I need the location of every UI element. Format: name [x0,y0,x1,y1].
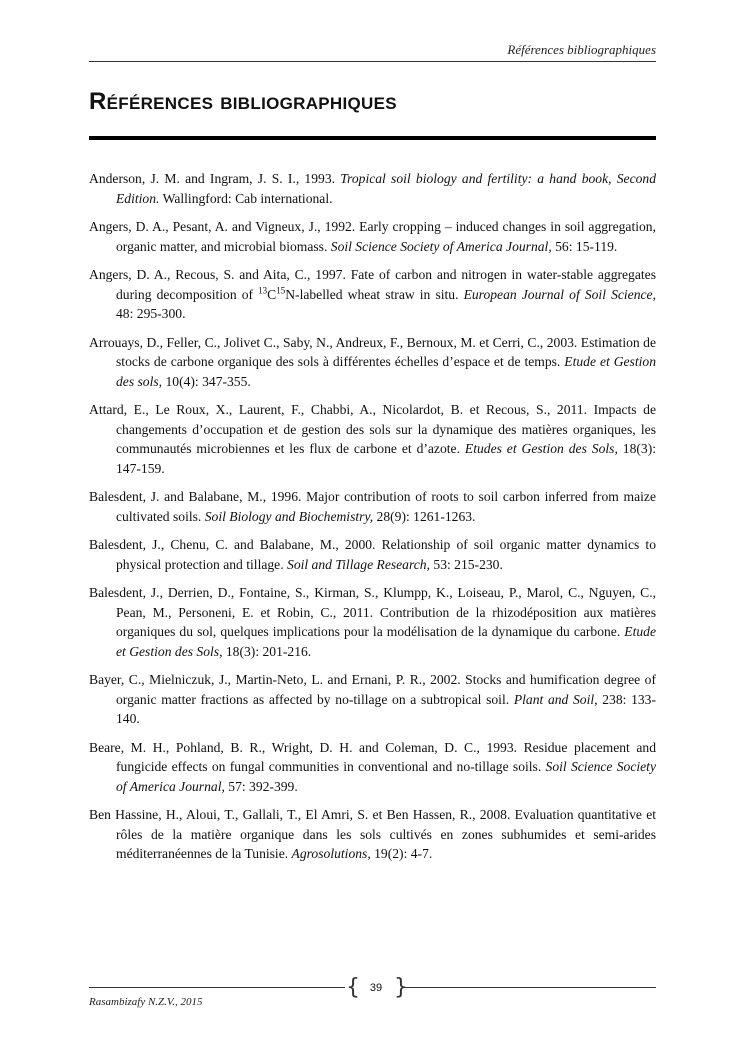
left-brace-icon: { [346,975,360,1000]
footer-author: Rasambizafy N.Z.V., 2015 [89,996,203,1008]
reference-item: Angers, D. A., Recous, S. and Aita, C., 1997. Fate of carbon and nitrogen in water-stable aggregates during decomposition of $^{13}C^{15}N$-labelled wheat straw in situ. European Journal of Soil Science, 48: 295-300. [89,267,656,321]
header-rule [89,61,656,62]
reference-item: Anderson, J. M. and Ingram, J. S. I., 1993. Tropical soil biology and fertility: a hand book, Second Edition. Wallingford: Cab international. [89,171,656,206]
page-title: Références bibliographiques [89,88,397,115]
reference-item: Attard, E., Le Roux, X., Laurent, F., Chabbi, A., Nicolardot, B. et Recous, S., 2011. Impacts de changements d’occupation et de gestion des sols sur la dynamique des matières organiques, les communautés microbiennes et les flux de carbone et d’azote. Etudes et Gestion des Sols, 18(3): 147-159. [89,402,657,476]
reference-item: Arrouays, D., Feller, C., Jolivet C., Saby, N., Andreux, F., Bernoux, M. et Cerri, C., 2003. Estimation de stocks de carbone organique des sols à différentes échelles d’espace et de temps. Etude et Gestion des sols, 10(4): 347-355. [89,334,656,389]
running-header: Références bibliographiques [507,42,656,57]
reference-item: Balesdent, J., Chenu, C. and Balabane, M., 2000. Relationship of soil organic matter dynamics to physical protection and tillage. Soil and Tillage Research, 53: 215-230. [89,537,656,572]
footer-rule-left [89,987,345,988]
reference-item: Ben Hassine, H., Aloui, T., Gallali, T., El Amri, S. et Ben Hassen, R., 2008. Evaluation quantitative et rôles de la matière organique dans les sols cultivés en zones subhumides et semi-arides méditerranéennes de la Tunisie. Agrosolutions, 19(2): 4-7. [89,807,656,861]
reference-item: Beare, M. H., Pohland, B. R., Wright, D. H. and Coleman, D. C., 1993. Residue placement and fungicide effects on fungal communities in conventional and no-tillage soils. Soil Science Society of America Journal, 57: 392-399. [89,739,656,794]
reference-list [89,169,656,873]
page-number: 39 [369,982,383,994]
reference-item: Angers, D. A., Pesant, A. and Vigneux, J., 1992. Early cropping – induced changes in soil aggregation, organic matter, and microbial biomass. Soil Science Society of America Journal, 56: 15-119. [89,219,656,254]
reference-item: Bayer, C., Mielniczuk, J., Martin-Neto, L. and Ernani, P. R., 2002. Stocks and humification degree of organic matter fractions as affected by no-tillage on a subtropical soil. Plant and Soil, 238: 133-140. [89,672,656,726]
footer-rule-right [403,987,656,988]
right-brace-icon: } [394,975,408,1000]
reference-item: Balesdent, J., Derrien, D., Fontaine, S., Kirman, S., Klumpp, K., Loiseau, P., Marol, C., Nguyen, C., Pean, M., Personeni, E. et Robin, C., 2011. Contribution de la rhizodéposition aux matières organiques du sol, quelques implications pour la modélisation de la dynamique du carbone. Etude et Gestion des Sols, 18(3): 201-216. [89,585,656,659]
reference-item: Balesdent, J. and Balabane, M., 1996. Major contribution of roots to soil carbon inferred from maize cultivated soils. Soil Biology and Biochemistry, 28(9): 1261-1263. [89,489,656,524]
title-rule [89,136,656,140]
